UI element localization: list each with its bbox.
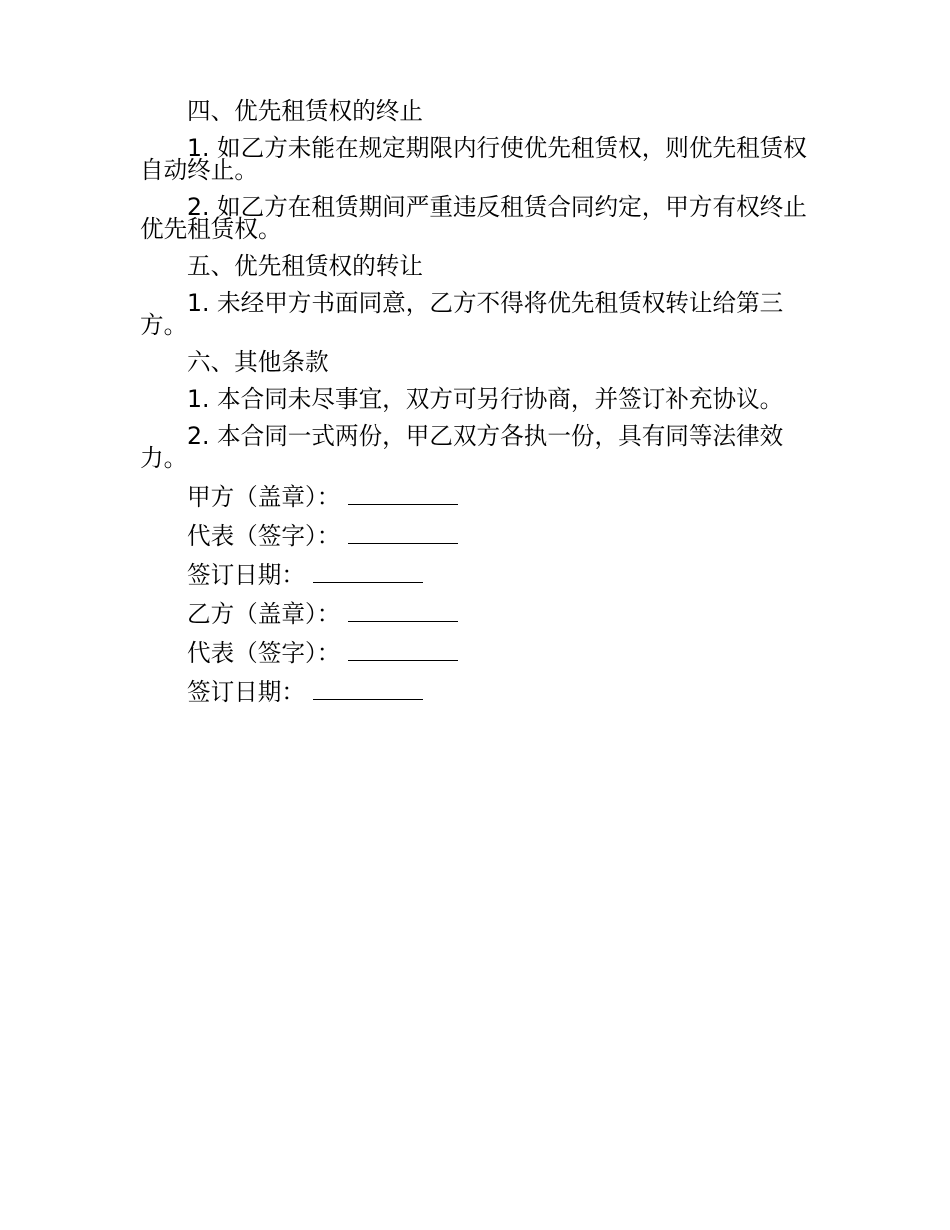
party-b-date-label: 签订日期： (187, 678, 305, 706)
party-b-rep-blank[interactable] (348, 640, 458, 661)
section-heading-6: 六、其他条款 (187, 348, 329, 376)
party-b-seal-line (140, 600, 812, 628)
clause-5-1: 1. 未经甲方书面同意，乙方不得将优先租赁权转让给第三方。 (140, 289, 784, 339)
party-a-date-label: 签订日期： (187, 561, 305, 589)
party-a-rep-label: 代表（签字）： (187, 522, 341, 550)
party-b-seal-blank[interactable] (348, 601, 458, 622)
party-b-seal-label: 乙方（盖章）： (187, 600, 341, 628)
document-page (140, 97, 812, 718)
clause-6-1: 1. 本合同未尽事宜，双方可另行协商，并签订补充协议。 (187, 385, 784, 413)
party-a-seal-line (140, 483, 812, 511)
party-a-seal-label: 甲方（盖章）： (187, 483, 341, 511)
clause-4-1: 1. 如乙方未能在规定期限内行使优先租赁权，则优先租赁权自动终止。 (140, 134, 807, 184)
party-a-seal-blank[interactable] (348, 484, 458, 505)
section-heading-5: 五、优先租赁权的转让 (187, 252, 423, 280)
clause-6-2: 2. 本合同一式两份，甲乙双方各执一份，具有同等法律效力。 (140, 422, 784, 472)
party-a-date-blank[interactable] (313, 562, 423, 583)
party-a-rep-line (140, 522, 812, 550)
party-b-rep-line (140, 639, 812, 667)
party-b-rep-label: 代表（签字）： (187, 639, 341, 667)
clause-4-2: 2. 如乙方在租赁期间严重违反租赁合同约定，甲方有权终止优先租赁权。 (140, 193, 807, 243)
party-a-date-line (140, 561, 812, 589)
party-b-date-blank[interactable] (313, 679, 423, 700)
party-b-date-line (140, 678, 812, 706)
party-a-rep-blank[interactable] (348, 523, 458, 544)
section-heading-4: 四、优先租赁权的终止 (187, 97, 423, 125)
